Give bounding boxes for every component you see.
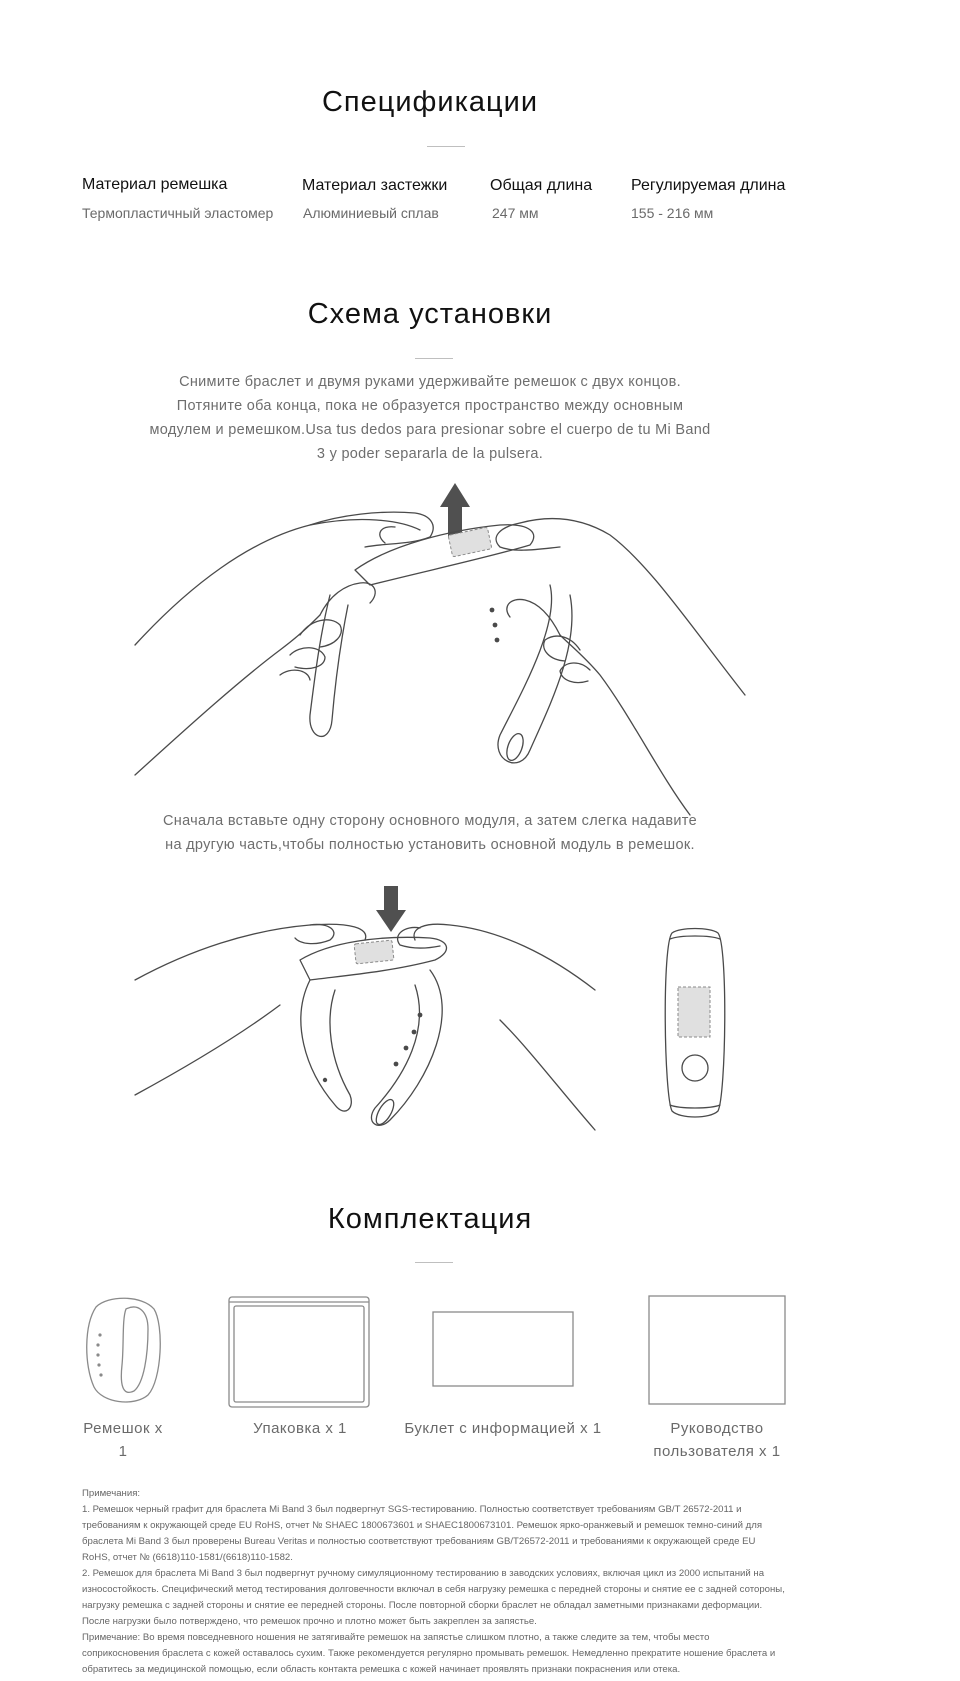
notes-line: браслета Mi Band 3 был проверены Bureau Veritas и полностью соответствуют требованиям GB/T26572-2011 и требованиями к окружающей среде EU xyxy=(82,1536,756,1547)
package-item-label-line: пользователя x 1 xyxy=(653,1443,781,1460)
spec-label-total-length: Общая длина xyxy=(490,177,593,194)
install-step2-line: Сначала вставьте одну сторону основного модуля, а затем слегка надавите xyxy=(163,813,697,829)
notes-line: 2. Ремешок для браслета Mi Band 3 был подвергнут ручному симуляционному тестированию в заводских условиях, включая цикл из 2000 испытаний на xyxy=(82,1568,765,1579)
module-highlight xyxy=(354,940,394,964)
notes-line: Примечание: Во время повседневного ношения не затягивайте ремешок на запястье слишком плотно, а также следите за тем, чтобы место xyxy=(82,1632,710,1643)
install-title: Схема установки xyxy=(307,298,553,330)
strap-icon xyxy=(82,1295,162,1405)
package-item-label-line: Руководство xyxy=(670,1420,764,1437)
install-step1-line: модулем и ремешком.Usa tus dedos para presionar sobre el cuerpo de tu Mi Band xyxy=(149,422,711,438)
install-step2-line: на другую часть,чтобы полностью установить основной модуль в ремешок. xyxy=(165,837,695,853)
spec-value-clasp-material: Алюминиевый сплав xyxy=(303,205,439,221)
notes-heading: Примечания: xyxy=(82,1488,141,1499)
notes-line: нагрузку ремешка с задней стороны и снятие ее передней стороны. После повторной сборки браслет не обладал заметными признаками деформации. xyxy=(82,1600,763,1611)
install-step1-line: Потяните оба конца, пока не образуется пространство между основным xyxy=(176,398,684,414)
package-item-label xyxy=(220,1417,380,1440)
spec-label-clasp-material: Материал застежки xyxy=(302,177,448,194)
notes-line: RoHS, отчет № (6618)110-1581/(6618)110-1582. xyxy=(82,1552,293,1563)
install-step2-text xyxy=(0,809,860,857)
package-item-label-line: 1 xyxy=(118,1443,128,1460)
notes-line: соприкосновения браслета с кожей оставалось сухим. Также рекомендуется регулярно промывать ремешок. Немедленно прекратите ношение браслета и xyxy=(82,1648,776,1659)
remove-module-illustration xyxy=(130,475,750,815)
spec-label-strap-material: Материал ремешка xyxy=(82,176,228,193)
package-item-label-line: Ремешок x xyxy=(83,1420,163,1437)
specs-title: Спецификации xyxy=(321,86,539,118)
notes-line: износостойкость. Специфический метод тестирования долговечности включал в себя нагрузку ремешка с передней стороны и снятие ее с задней сотороны, xyxy=(82,1584,785,1595)
package-item-label xyxy=(390,1417,616,1440)
install-step1-text xyxy=(0,370,860,466)
install-step1-line: 3 y poder separarla de la pulsera. xyxy=(316,446,544,462)
mi-band-icon xyxy=(660,925,730,1120)
notes-line: После нагрузки было потверждено, что ремешок прочно и плотно может быть закреплен за запястье. xyxy=(82,1616,537,1627)
arrow-up-icon xyxy=(440,483,470,537)
spec-label-adjustable-length: Регулируемая длина xyxy=(631,177,786,194)
notes-line: обратитесь за медицинской помощью, если область контакта ремешка с кожей начинает проявлять признаки покраснения или отека. xyxy=(82,1664,681,1675)
booklet-icon xyxy=(432,1311,574,1387)
package-title: Комплектация xyxy=(327,1203,533,1235)
package-box-icon xyxy=(228,1296,370,1408)
spec-value-adjustable-length: 155 - 216 мм xyxy=(631,205,714,221)
arrow-down-icon xyxy=(376,886,406,932)
spec-value-strap-material: Термопластичный эластомер xyxy=(82,205,274,221)
notes-block xyxy=(82,1486,802,1678)
section-divider xyxy=(427,146,465,147)
spec-value-total-length: 247 мм xyxy=(492,205,539,221)
install-step1-line: Снимите браслет и двумя руками удерживайте ремешок с двух концов. xyxy=(179,374,681,390)
package-item-label-line: Буклет с информацией x 1 xyxy=(404,1420,602,1437)
section-divider xyxy=(415,1262,453,1263)
manual-icon xyxy=(648,1295,786,1405)
notes-line: требованиям к окружающей среде EU RoHS, отчет № SHAEC 1800673601 и SHAEC1800673101. Ремешок ярко-оранжевый и ремешок темно-синий для xyxy=(82,1520,763,1531)
insert-module-illustration xyxy=(130,880,600,1135)
section-divider xyxy=(415,358,453,359)
package-item-label xyxy=(62,1417,184,1463)
package-item-label xyxy=(630,1417,804,1463)
notes-line: 1. Ремешок черный графит для браслета Mi Band 3 был подвергнут SGS-тестированию. Полностью соответствует требованиям GB/T 26572-2011 и xyxy=(82,1504,742,1515)
package-item-label-line: Упаковка x 1 xyxy=(253,1420,347,1437)
